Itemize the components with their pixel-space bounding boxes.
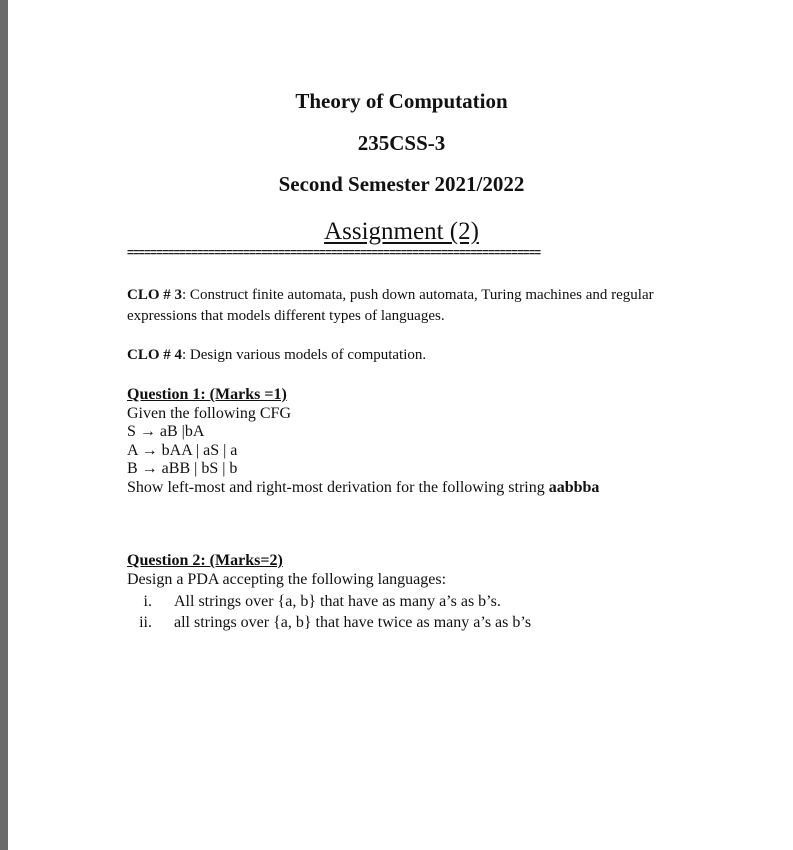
course-code: 235CSS-3 [357,131,446,155]
grammar-rule-s: S → aB |bA [127,423,205,440]
question-1-heading: Question 1: (Marks =1) [127,386,287,403]
list-item-number: i. [143,593,152,610]
separator-rule: ======================================================================= [127,248,541,259]
list-item [127,612,727,633]
semester-label: Second Semester 2021/2022 [278,172,525,196]
clo-3-statement [127,285,697,327]
clo-4-statement [127,345,697,366]
question-1-task [127,479,727,498]
clo-3-text: : Construct finite automata, push down automata, Turing machines and regular expressions that models different types of languages. [127,287,654,324]
list-item-text: All strings over {a, b} that have as many a’s as b’s. [174,593,501,610]
assignment-heading: Assignment (2) [324,218,479,245]
question-2-list [127,591,727,633]
grammar-rule-a: A → bAA | aS | a [127,441,238,459]
clo-3-label: CLO # 3 [127,287,183,303]
clo-4-label: CLO # 4 [127,347,183,363]
list-item-number: ii. [139,614,152,631]
list-item-text: all strings over {a, b} that have twice as many a’s as b’s [174,614,532,631]
document-page [8,0,793,850]
question-2-heading: Question 2: (Marks=2) [127,552,283,569]
clo-4-text: : Design various models of computation. [182,347,427,363]
question-1-intro: Given the following CFG [127,404,291,422]
target-string: aabbba [548,478,600,496]
question-1 [127,386,727,497]
question-1-task-text: Show left-most and right-most derivation for the following string [127,478,549,496]
viewer-left-border [0,0,8,850]
grammar-rule-b: B → aBB | bS | b [127,460,238,477]
list-item [127,591,727,612]
question-2-intro: Design a PDA accepting the following languages: [127,570,447,588]
question-2 [127,552,727,633]
document-title: Theory of Computation [295,89,508,113]
